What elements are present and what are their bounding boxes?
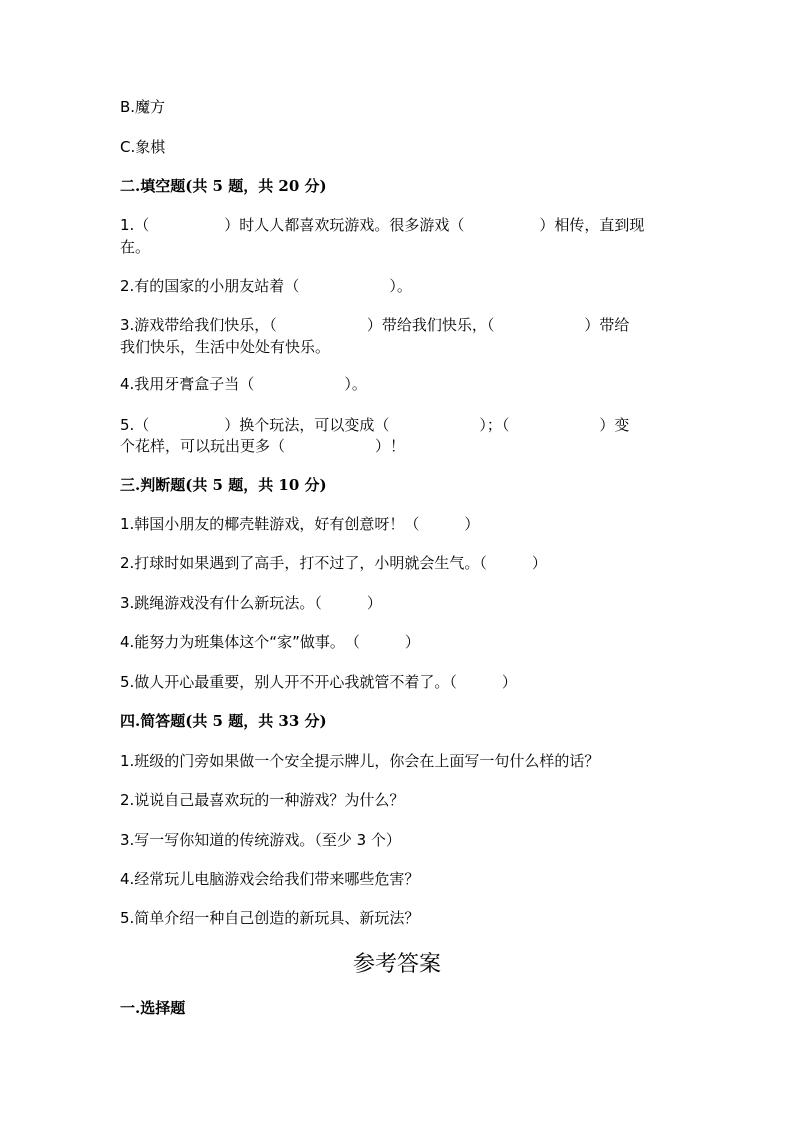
fill-blank-q1-line1: 1.（ ）时人人都喜欢玩游戏。很多游戏（ ）相传，直到现 [120,216,645,234]
fill-blank-q2: 2.有的国家的小朋友站着（ ）。 [120,277,412,295]
fill-blank-q1-line2: 在。 [120,238,151,256]
option-b: B.魔方 [120,98,166,116]
answer-section-choice-heading: 一.选择题 [120,999,186,1017]
short-answer-heading: 四.简答题(共 5 题，共 33 分) [120,712,327,730]
judge-heading: 三.判断题(共 5 题，共 10 分) [120,476,327,494]
judge-q1: 1.韩国小朋友的椰壳鞋游戏，好有创意呀！（ ） [120,515,480,533]
judge-q2: 2.打球时如果遇到了高手，打不过了，小明就会生气。（ ） [120,554,547,572]
short-answer-q1: 1.班级的门旁如果做一个安全提示牌儿，你会在上面写一句什么样的话？ [120,752,600,770]
fill-blank-q3-line1: 3.游戏带给我们快乐，（ ）带给我们快乐，（ ）带给 [120,316,630,334]
option-c: C.象棋 [120,138,166,156]
short-answer-q4: 4.经常玩儿电脑游戏会给我们带来哪些危害？ [120,870,420,888]
answer-key-title: 参考答案 [352,952,441,977]
judge-q5: 5.做人开心最重要，别人开不开心我就管不着了。（ ） [120,673,517,691]
short-answer-q3: 3.写一写你知道的传统游戏。（至少 3 个） [120,831,401,849]
judge-q4: 4.能努力为班集体这个“家”做事。 （ ） [120,633,420,651]
fill-blank-heading: 二.填空题(共 5 题，共 20 分) [120,177,327,195]
fill-blank-q5-line1: 5.（ ）换个玩法，可以变成（ ）；（ ）变 [120,416,630,434]
fill-blank-q5-line2: 个花样，可以玩出更多（ ）！ [120,437,406,455]
short-answer-q5: 5.简单介绍一种自己创造的新玩具、新玩法？ [120,909,420,927]
fill-blank-q4: 4.我用牙膏盒子当（ ）。 [120,375,367,393]
short-answer-q2: 2.说说自己最喜欢玩的一种游戏？为什么？ [120,791,405,809]
judge-q3: 3.跳绳游戏没有什么新玩法。（ ） [120,594,382,612]
fill-blank-q3-line2: 我们快乐，生活中处处有快乐。 [120,338,331,356]
